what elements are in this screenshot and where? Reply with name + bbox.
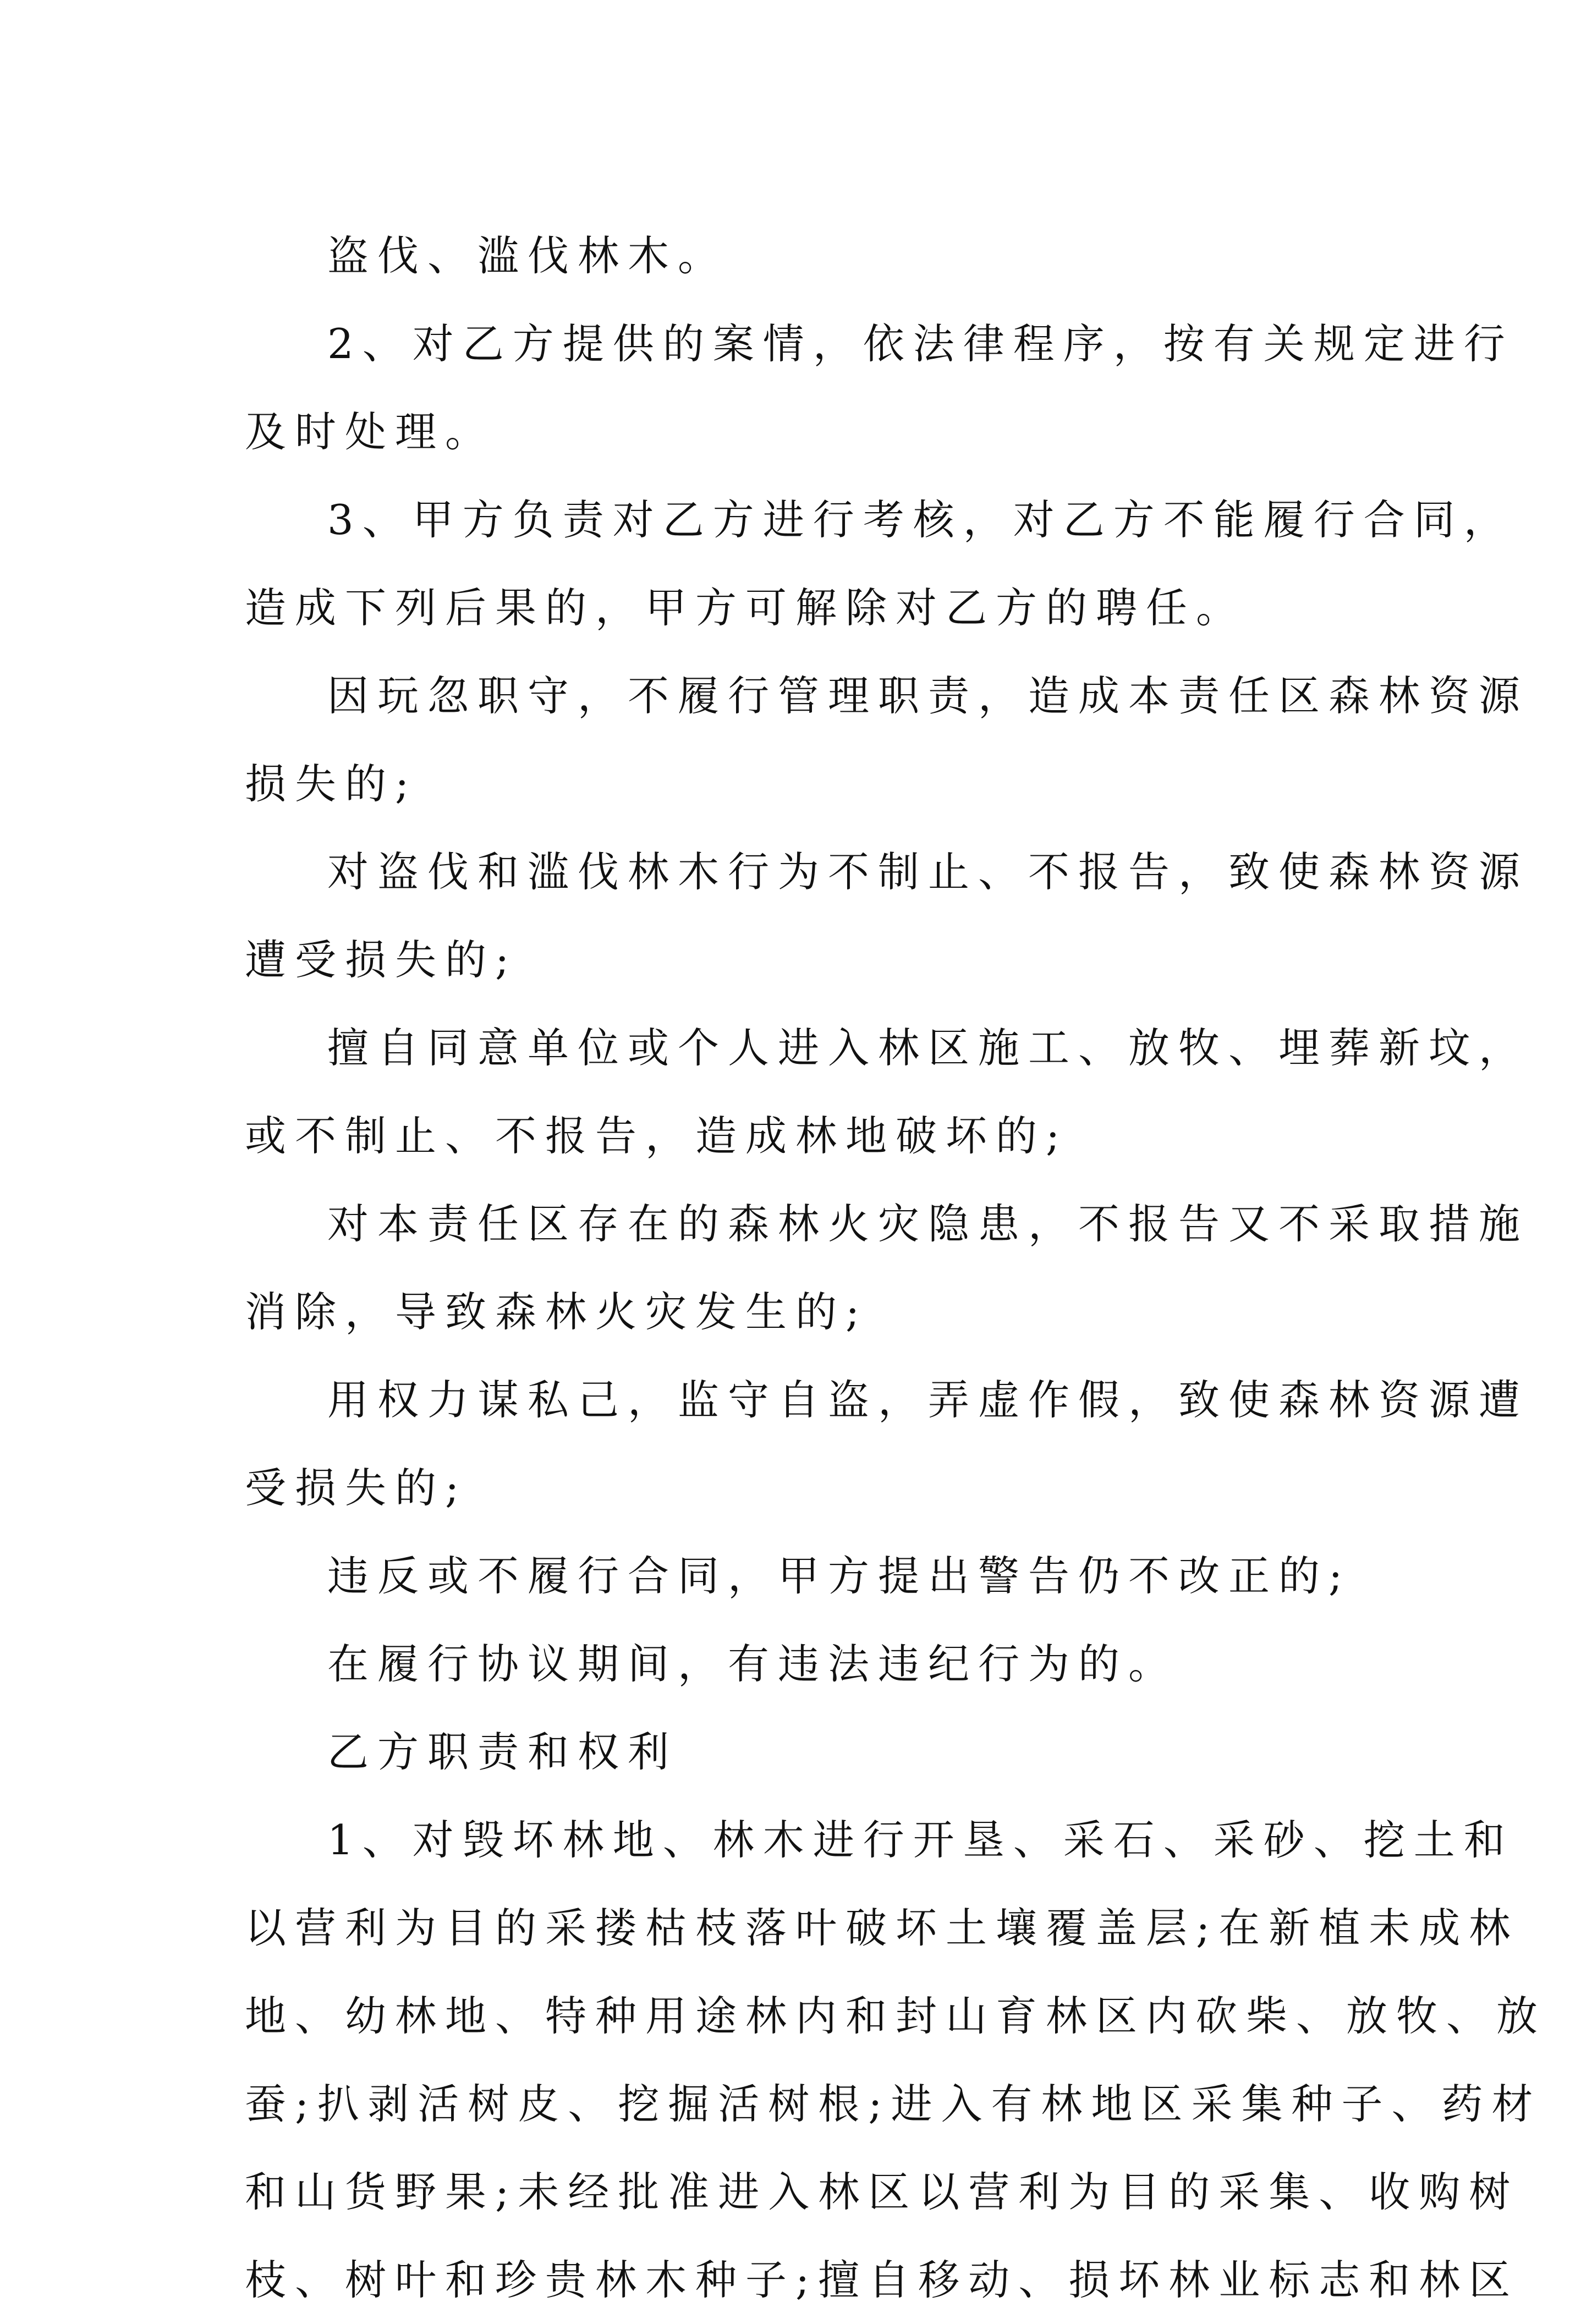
text-line: 造成下列后果的，甲方可解除对乙方的聘任。 xyxy=(245,584,1247,632)
text-line: 以营利为目的采搂枯枝落叶破坏土壤覆盖层;在新植未成林 xyxy=(245,1904,1519,1952)
text-line: 乙方职责和权利 xyxy=(327,1728,678,1776)
text-line: 蚕;扒剥活树皮、挖掘活树根;进入有林地区采集种子、药材 xyxy=(245,2080,1542,2128)
text-line: 3、甲方负责对乙方进行考核，对乙方不能履行合同， xyxy=(327,496,1514,544)
document-body xyxy=(245,212,1547,2324)
text-line: 损失的; xyxy=(245,760,418,808)
text-line: 枝、树叶和珍贵林木种子;擅自移动、损坏林业标志和林区 xyxy=(245,2256,1519,2304)
text-line: 地、幼林地、特种用途林内和封山育林区内砍柴、放牧、放 xyxy=(245,1992,1547,2040)
text-line: 对本责任区存在的森林火灾隐患，不报告又不采取措施 xyxy=(327,1200,1529,1248)
text-line: 受损失的; xyxy=(245,1464,468,1512)
text-line: 及时处理。 xyxy=(245,408,496,456)
text-line: 遭受损失的; xyxy=(245,936,518,984)
text-line: 擅自同意单位或个人进入林区施工、放牧、埋葬新坟， xyxy=(327,1024,1529,1072)
text-line: 或不制止、不报告，造成林地破坏的; xyxy=(245,1112,1069,1160)
text-line: 消除，导致森林火灾发生的; xyxy=(245,1288,869,1336)
text-line: 用权力谋私己，监守自盗，弄虚作假，致使森林资源遭 xyxy=(327,1376,1529,1424)
text-line: 盗伐、滥伐林木。 xyxy=(327,232,728,280)
text-line: 对盗伐和滥伐林木行为不制止、不报告，致使森林资源 xyxy=(327,848,1529,896)
text-line: 2、对乙方提供的案情，依法律程序，按有关规定进行 xyxy=(327,320,1514,368)
text-line: 1、对毁坏林地、林木进行开垦、采石、采砂、挖土和 xyxy=(327,1816,1514,1864)
text-line: 在履行协议期间，有违法违纪行为的。 xyxy=(327,1640,1179,1688)
text-line: 因玩忽职守，不履行管理职责，造成本责任区森林资源 xyxy=(327,672,1529,720)
text-line: 违反或不履行合同，甲方提出警告仍不改正的; xyxy=(327,1552,1352,1600)
text-line: 和山货野果;未经批准进入林区以营利为目的采集、收购树 xyxy=(245,2168,1519,2216)
